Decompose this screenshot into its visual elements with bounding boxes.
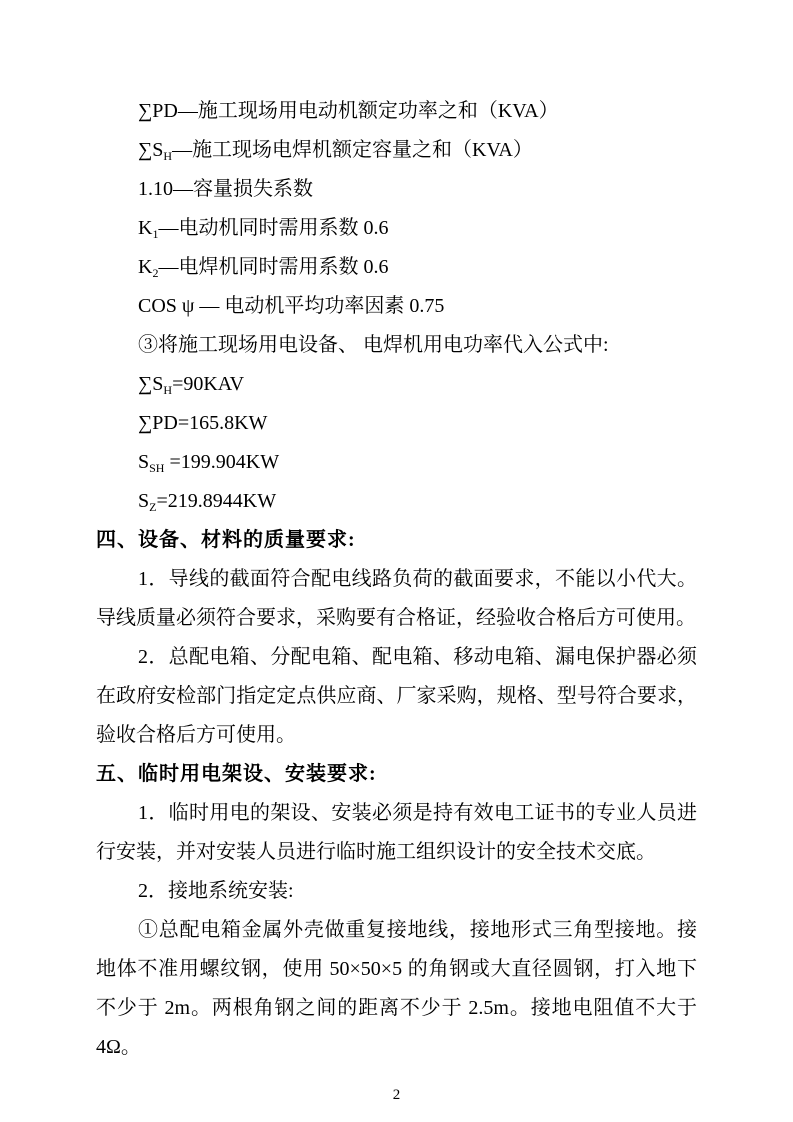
subscript-text: SH (149, 461, 165, 475)
subscript-text: 1 (152, 227, 159, 241)
formula-line (96, 209, 697, 248)
text-run: =90KAV (172, 373, 245, 395)
text-run: 四、设备、材料的质量要求: (96, 529, 356, 551)
section-heading (96, 521, 697, 560)
page-number: 2 (392, 1087, 401, 1103)
formula-line (96, 170, 697, 209)
text-run: =199.904KW (164, 451, 280, 473)
formula-line (96, 482, 697, 521)
text-run: S (138, 490, 150, 512)
text-run: ∑PD—施工现场用电动机额定功率之和（KVA） (138, 100, 559, 122)
formula-line (96, 131, 697, 170)
text-run: 1．临时用电的架设、安装必须是持有效电工证书的专业人员进行安装，并对安装人员进行临时施工组织设计的安全技术交底。 (96, 802, 697, 863)
text-run: ∑S (138, 139, 164, 161)
text-run: COS ψ — 电动机平均功率因素 0.75 (138, 295, 445, 317)
formula-line (96, 404, 697, 443)
document-content (96, 92, 697, 1067)
text-run: 2．总配电箱、分配电箱、配电箱、移动电箱、漏电保护器必须在政府安检部门指定定点供应商、厂家采购，规格、型号符合要求，验收合格后方可使用。 (96, 646, 697, 746)
text-run: 1.10—容量损失系数 (138, 178, 313, 200)
text-run: —电动机同时需用系数 0.6 (158, 217, 389, 239)
text-run: K (138, 256, 153, 278)
formula-line (96, 92, 697, 131)
text-run: ∑PD=165.8KW (138, 412, 268, 434)
formula-line (96, 443, 697, 482)
text-run: =219.8944KW (156, 490, 277, 512)
text-run: K (138, 217, 153, 239)
text-run: ∑S (138, 373, 164, 395)
text-run: ③将施工现场用电设备、 电焊机用电功率代入公式中: (138, 334, 609, 356)
formula-line (96, 365, 697, 404)
body-paragraph (96, 794, 697, 872)
text-run: ①总配电箱金属外壳做重复接地线，接地形式三角型接地。接地体不准用螺纹钢，使用 50×50×5 的角钢或大直径圆钢，打入地下不少于 2m。两根角钢之间的距离不少于 2.5m。接地电阻值不大于 4Ω。 (96, 919, 697, 1058)
body-paragraph (96, 560, 697, 638)
page-footer (0, 1085, 793, 1105)
body-paragraph (96, 872, 697, 911)
text-run: —施工现场电焊机额定容量之和（KVA） (172, 139, 533, 161)
subscript-text: 2 (152, 266, 159, 280)
formula-line (96, 326, 697, 365)
formula-line (96, 248, 697, 287)
text-run: 五、临时用电架设、安装要求: (96, 763, 377, 785)
body-paragraph (96, 638, 697, 755)
formula-line (96, 287, 697, 326)
body-paragraph (96, 911, 697, 1067)
section-heading (96, 755, 697, 794)
text-run: S (138, 451, 150, 473)
text-run: 2．接地系统安装: (138, 880, 294, 902)
subscript-text: H (163, 149, 173, 163)
text-run: —电焊机同时需用系数 0.6 (158, 256, 389, 278)
text-run: 1．导线的截面符合配电线路负荷的截面要求，不能以小代大。导线质量必须符合要求，采购要有合格证，经验收合格后方可使用。 (96, 568, 697, 629)
subscript-text: H (163, 383, 173, 397)
subscript-text: Z (149, 500, 157, 514)
